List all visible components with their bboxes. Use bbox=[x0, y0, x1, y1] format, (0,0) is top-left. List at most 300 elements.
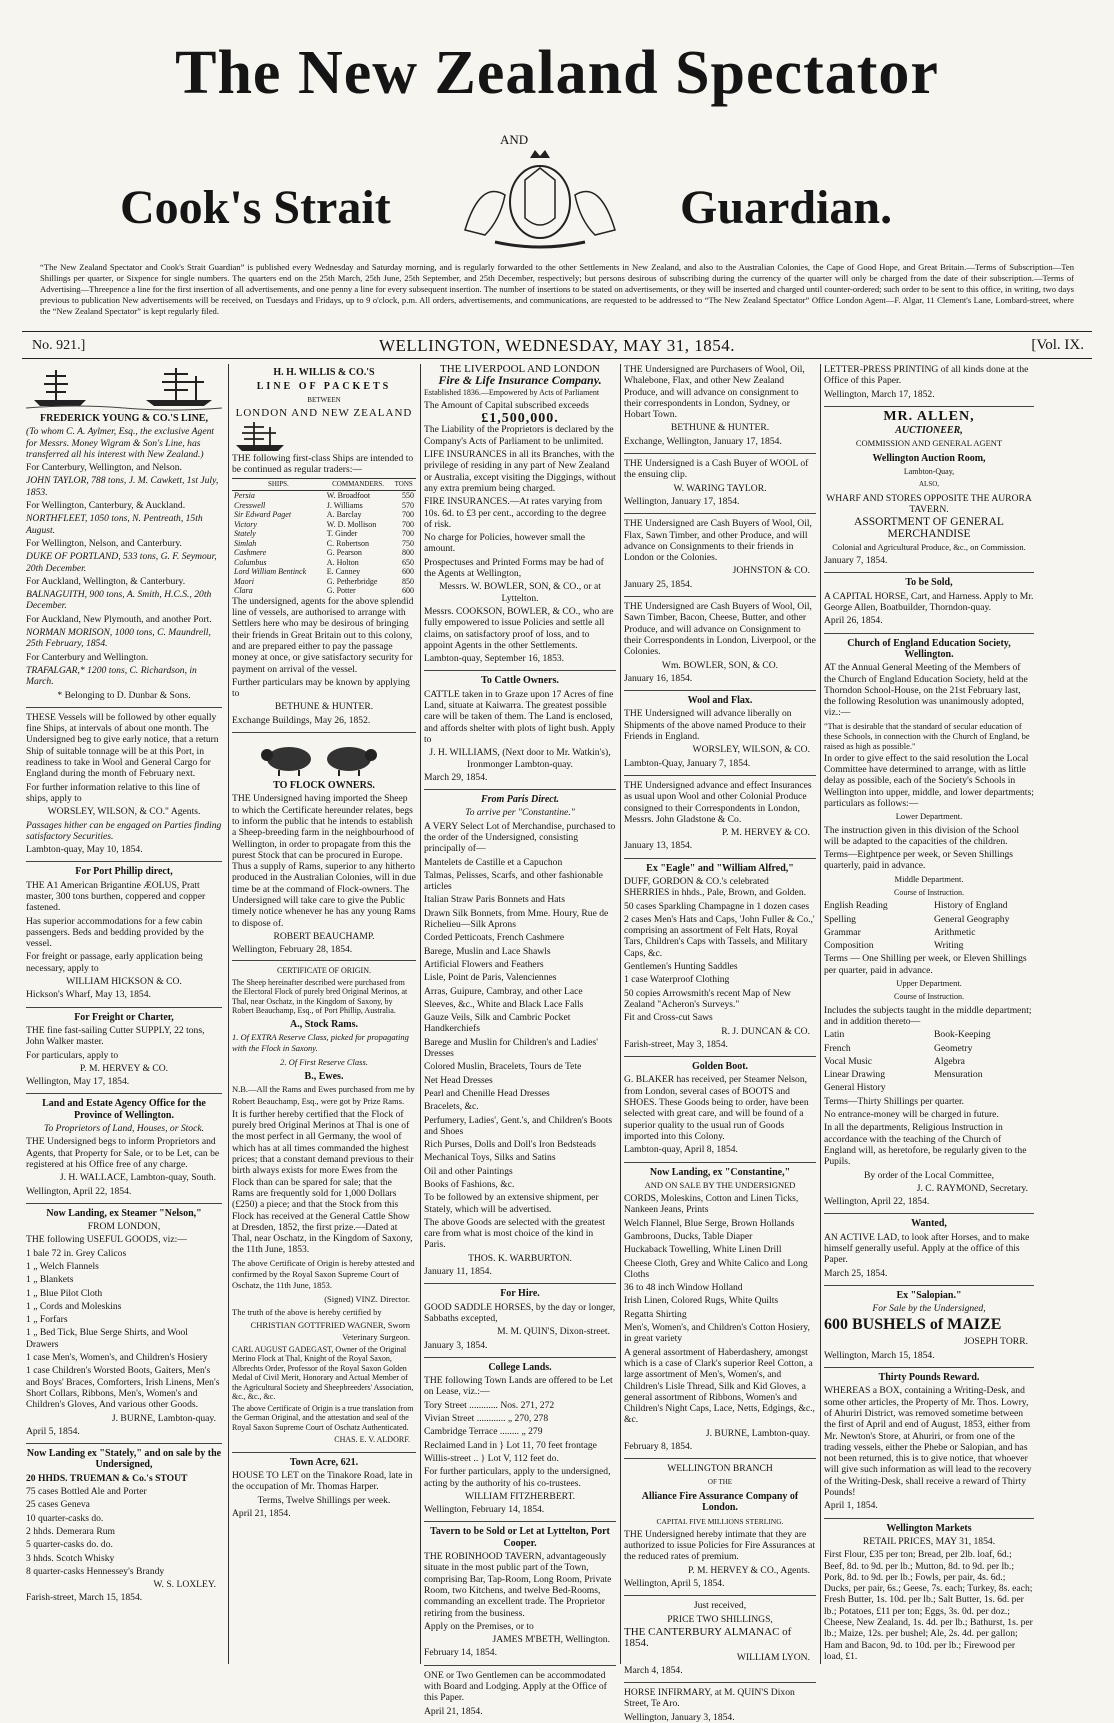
ad-subheading: AUCTIONEER, bbox=[895, 425, 963, 437]
divider bbox=[824, 1213, 1034, 1214]
list-item: 1 bale 72 in. Grey Calicos bbox=[26, 1247, 127, 1259]
ad-bethune-wool bbox=[624, 364, 816, 447]
divider bbox=[232, 960, 416, 961]
ad-text: A general assortment of Haberdashery, amongst which is a case of Clark's superior Reel Cotton, a large assortment of Men's, Women's, and Children's Lisle Thread, Silk and Kid Gloves, a general assortment of Ribbons, Women's and Children's Night Caps, Lace, Netts, Edgings, &c., &c. bbox=[624, 1346, 815, 1426]
divider bbox=[624, 1595, 816, 1596]
list-item: Corded Petticoats, French Cashmere bbox=[424, 932, 565, 944]
ad-text: THE following Town Lands are offered to be Let on Lease, viz.:— bbox=[424, 1375, 613, 1398]
tons: 850 bbox=[402, 576, 414, 586]
divider bbox=[22, 358, 1092, 359]
ad-heading: Now Landing, ex Steamer "Nelson," bbox=[46, 1207, 202, 1219]
ad-text: HORSE INFIRMARY, at M. QUIN'S Dixon Street, Te Aro. bbox=[624, 1687, 795, 1710]
list-item: Barege, Muslin and Lace Shawls bbox=[424, 945, 551, 957]
ad-mr-allen bbox=[824, 408, 1034, 567]
ad-subtitle: (To whom C. A. Aylmer, Esq., the exclusive Agent for Messrs. Money Wigram & Son's Line, has transferred all his interest with New Zealand.) bbox=[26, 426, 215, 460]
ad-title: MR. ALLEN, bbox=[883, 408, 975, 424]
list-item: Pearl and Chenille Head Dresses bbox=[424, 1087, 550, 1099]
masthead bbox=[0, 0, 1114, 260]
commander: G. Potter bbox=[326, 586, 356, 596]
list-item: Barege and Muslin for Children's and Ladies' Dresses bbox=[424, 1036, 598, 1060]
ad-heading: Wanted, bbox=[911, 1218, 947, 1230]
ad-text: HOUSE TO LET on the Tinakore Road, late in the occupation of Mr. Thomas Harper. bbox=[232, 1469, 413, 1493]
list-item: Tory Street ............ Nos. 271, 272 bbox=[424, 1399, 555, 1411]
ad-freight bbox=[26, 1012, 222, 1088]
ad-text: ALSO, bbox=[918, 480, 940, 489]
ad-text: Apply on the Premises, or to bbox=[424, 1620, 534, 1632]
ad-signature: R. J. DUNCAN & CO. bbox=[721, 1025, 810, 1037]
tons: 570 bbox=[402, 500, 414, 510]
divider bbox=[424, 1665, 616, 1666]
divider bbox=[232, 1452, 416, 1453]
ad-heading: For Port Phillip direct, bbox=[75, 866, 173, 878]
divider bbox=[232, 732, 416, 733]
ad-text: THE Undersigned are Cash Buyers of Wool, Oil, Flax, Sawn Timber, and other Produce, and will advance on Consignments to their friends in London or the Colonies. bbox=[624, 518, 812, 564]
paris-items-list bbox=[424, 857, 616, 1191]
voyage-line: NORTHFLEET, 1050 tons, N. Pentreath, 15th August. bbox=[26, 513, 203, 536]
ad-text: For particulars, apply to bbox=[26, 1049, 119, 1061]
ad-title: Alliance Fire Assurance Company of London. bbox=[641, 1490, 799, 1514]
ad-date: January 25, 1854. bbox=[624, 578, 693, 590]
list-item: 2 cases Men's Hats and Caps, 'John Fuller & Co.,' comprising an assortment of Felt Hats, Royal Tars, Children's Caps with Tassels, and Military Caps, &c. bbox=[624, 913, 815, 959]
ad-heading: Golden Boot. bbox=[691, 1061, 749, 1073]
ad-text: THE Undersigned hereby intimate that they are authorized to issue Policies for Fire Assurances at the reduced rates of premium. bbox=[624, 1528, 816, 1563]
list-item: 1 case Men's, Women's, and Children's Hosiery bbox=[26, 1352, 208, 1364]
ad-date: March 4, 1854. bbox=[624, 1664, 683, 1676]
ad-signature: Wm. BOWLER, SON, & CO. bbox=[661, 659, 779, 671]
ad-heading: WELLINGTON BRANCH bbox=[667, 1463, 773, 1475]
ship-name: Stately bbox=[234, 529, 256, 539]
list-item: Talmas, Pelisses, Scarfs, and other fashionable articles bbox=[424, 869, 603, 893]
ship-name: Columbus bbox=[234, 557, 267, 567]
ad-text: Terms — One Shilling per week, or Eleven Shillings per quarter, paid in advance. bbox=[824, 953, 1027, 976]
ad-date: January 16, 1854. bbox=[624, 672, 693, 684]
voyage-line: JOHN TAYLOR, 788 tons, J. M. Cawkett, 1st July, 1853. bbox=[26, 475, 219, 498]
divider bbox=[624, 1162, 816, 1163]
ad-heading: Ex "Salopian." bbox=[896, 1289, 962, 1301]
ad-text: The above Certificate of Origin is a true translation from the German Original, and the attestation and seal of the Royal Saxon Supreme Court of Oschatz Authenticated. bbox=[232, 1403, 414, 1432]
ad-subheading: FROM LONDON, bbox=[87, 1221, 161, 1233]
divider bbox=[624, 858, 816, 859]
ad-text: Prospectuses and Printed Forms may be had of the Agents at Wellington, bbox=[424, 556, 604, 580]
ad-reward bbox=[824, 1372, 1034, 1512]
ad-text: LIFE INSURANCES in all its Branches, with the privilege of residing in any part of New Zealand or Australia, except visiting the Diggings, without any extra premium being charged. bbox=[424, 449, 616, 494]
ad-text: In order to give effect to the said resolution the Local Committee have determined to arrange, with as little delay as possible, each of the Society's Schools in Wellington into upper, middle, and lower departments; particulars as follows:— bbox=[824, 752, 1034, 809]
sailing-ship-icon bbox=[26, 364, 222, 410]
ad-subheading: AND ON SALE BY THE UNDERSIGNED bbox=[644, 1179, 796, 1190]
tons: 700 bbox=[402, 519, 414, 529]
ad-johnston-wool bbox=[624, 518, 816, 590]
list-item: Italian Straw Paris Bonnets and Hats bbox=[424, 894, 565, 906]
voyage-line: For Wellington, Canterbury, & Auckland. bbox=[26, 500, 186, 512]
ad-date: Wellington, April 22, 1854. bbox=[824, 1196, 930, 1208]
ad-date: Wellington, January 17, 1854. bbox=[624, 495, 740, 507]
list-item: Vivian Street ............ „ 270, 278 bbox=[424, 1413, 549, 1425]
ad-between: BETWEEN bbox=[307, 395, 341, 404]
divider bbox=[26, 1443, 222, 1444]
guardian-title: Guardian. bbox=[680, 181, 893, 234]
list-item: 36 to 48 inch Window Holland bbox=[624, 1282, 743, 1294]
ad-text: THE Undersigned begs to inform Proprietors and Agents, that Property for Sale, or to be Let, can be registered at his Office free of any charge. bbox=[26, 1136, 220, 1170]
divider bbox=[26, 1007, 222, 1008]
subject-column bbox=[934, 1029, 1034, 1095]
table-row bbox=[232, 548, 416, 558]
subject: Composition bbox=[824, 940, 874, 952]
list-item: Welch Flannel, Blue Serge, Brown Hollands bbox=[624, 1217, 795, 1229]
sailing-ship-icon bbox=[232, 419, 292, 453]
ad-text: Terms—Eightpence per week, or Seven Shillings quarterly, paid in advance. bbox=[824, 849, 1014, 872]
ship-name: Sir Edward Paget bbox=[234, 510, 292, 520]
ad-heading: College Lands. bbox=[488, 1361, 552, 1373]
ad-text: THE following USEFUL GOODS, viz:— bbox=[26, 1234, 187, 1246]
table-header: SHIPS. bbox=[232, 478, 325, 491]
ad-text: A CAPITAL HORSE, Cart, and Harness. Apply to Mr. George Allen, Boatbuilder, Thorndon-quay. bbox=[824, 590, 1034, 614]
ad-subheading: For Sale by the Undersigned, bbox=[872, 1303, 986, 1315]
divider bbox=[624, 690, 816, 691]
ad-date: March 29, 1854. bbox=[424, 771, 488, 783]
ad-text: Wellington Auction Room, bbox=[872, 452, 986, 464]
ad-text: A VERY Select Lot of Merchandise, purchased to the order of the Undersigned, consisting principally of— bbox=[424, 820, 616, 855]
title-and: AND bbox=[500, 132, 529, 147]
ad-date: January 3, 1854. bbox=[424, 1339, 488, 1351]
divider bbox=[824, 1367, 1034, 1368]
ad-wool-flax bbox=[624, 695, 816, 769]
ships-table-body bbox=[232, 491, 416, 596]
ad-subheading: B., Ewes. bbox=[304, 1070, 344, 1082]
list-item: Artificial Flowers and Feathers bbox=[424, 958, 544, 970]
ad-heading: THE LIVERPOOL AND LONDON bbox=[440, 363, 600, 375]
ad-text: Lambton-Quay, bbox=[903, 467, 955, 477]
table-row bbox=[232, 577, 416, 587]
divider bbox=[22, 331, 1092, 332]
ad-text: First Flour, £35 per ton; Bread, per 2lb. loaf, 6d.; Beef, 8d. to 9d. per lb.; Mutton, 8d. to 9d. per lb.; Pork, 8d. to 9d. per lb.; Fowls, per pair, 4s. 6d.; Ducks, per pair, 6s.; Geese, 7s. each; Turkey, 8s. each; Fresh Butter, 1s. 10d. per lb.; Salt Butter, 1s. 6d. per lb.; Potatoes, £11 per ton; Eggs, 3s. 0d. per doz.; Cheese, New Zealand, 1s. 4d. per lb.; Bathurst, 1s. per lb.; Maize, 12s. per bushel; Ale, 2s. 4d. per gallon; Ham and Bacon, 9d. to 10d. per lb.; Firewood per load, £1. bbox=[824, 1549, 1033, 1662]
ad-date: Wellington, March 17, 1852. bbox=[824, 388, 935, 400]
ad-signature: THOS. K. WARBURTON. bbox=[468, 1252, 572, 1264]
ad-subheading: OF THE bbox=[707, 1477, 733, 1486]
ship-name: Simlah bbox=[234, 538, 257, 548]
ad-stately-stout bbox=[26, 1448, 222, 1604]
ad-text: THESE Vessels will be followed by other equally fine Ships, at intervals of about one month. The Undersigned beg to give early notice, that a return Ship of suitable tonnage will be at this Port, in readiness to take in Wool and General Cargo for England during the month of February next. bbox=[26, 711, 219, 780]
ad-signature: W. S. LOXLEY. bbox=[153, 1579, 216, 1591]
ad-signature: P. M. HERVEY & CO. bbox=[79, 1062, 169, 1074]
voyage-line: NORMAN MORISON, 1000 tons, C. Maundrell, 25th February, 1854. bbox=[26, 627, 211, 650]
column-4 bbox=[624, 364, 816, 1723]
ship-name: Persia bbox=[234, 491, 255, 501]
voyage-line: For Canterbury and Wellington. bbox=[26, 651, 149, 663]
ad-subheading: To Proprietors of Land, Houses, or Stock. bbox=[44, 1123, 204, 1135]
ad-title: 600 BUSHELS of MAIZE bbox=[824, 1316, 1002, 1334]
ad-subheading: Fire & Life Insurance Company. bbox=[438, 373, 602, 388]
ad-note: Passages hither can be engaged on Parties finding satisfactory Securities. bbox=[26, 819, 222, 842]
ad-signature: M. M. QUIN'S, Dixon-street. bbox=[497, 1326, 610, 1338]
ad-date: Exchange Buildings, May 26, 1852. bbox=[232, 714, 371, 726]
ad-subheading: To arrive per "Constantine." bbox=[465, 807, 575, 819]
ad-heading: Thirty Pounds Reward. bbox=[878, 1372, 980, 1384]
list-item: 50 cases Sparkling Champagne in 1 dozen cases bbox=[624, 900, 810, 912]
ad-date: Lambton-Quay, January 7, 1854. bbox=[624, 757, 751, 769]
ad-signature: BETHUNE & HUNTER. bbox=[670, 422, 770, 434]
divider bbox=[424, 670, 616, 671]
subject: Arithmetic bbox=[934, 926, 976, 938]
ad-text: THE Undersigned are Purchasers of Wool, Oil, Whalebone, Flax, and other New Zealand Produce, and will advance on consignment to their correspondents in London, Sydney, or Hobart Town. bbox=[624, 364, 805, 421]
ad-text: The instruction given in this division of the School will be adapted to the capacities of the children. bbox=[824, 824, 1020, 847]
ad-cattle-owners bbox=[424, 675, 616, 783]
subject: General History bbox=[824, 1082, 886, 1094]
ad-church-education bbox=[824, 638, 1034, 1208]
table-row bbox=[232, 586, 416, 596]
ad-text: In all the departments, Religious Instruction in accordance with the teaching of the Church of England will, as heretofore, be regularly given to the Pupils. bbox=[824, 1122, 1027, 1168]
ad-date: Lambton-quay, May 10, 1854. bbox=[26, 844, 143, 856]
subject: English Reading bbox=[824, 900, 888, 912]
ad-hervey-advance bbox=[624, 780, 816, 852]
ad-signature: J. H. WILLIAMS, (Next door to Mr. Watkin's), Ironmonger Lambton-quay. bbox=[429, 747, 611, 770]
ad-date: April 21, 1854. bbox=[232, 1507, 291, 1519]
ad-vessels bbox=[26, 712, 222, 856]
ad-signature: JAMES M'BETH, Wellington. bbox=[492, 1634, 610, 1646]
ad-tavern bbox=[424, 1526, 616, 1658]
tons: 700 bbox=[402, 529, 414, 539]
divider bbox=[424, 789, 616, 790]
ad-quote: "That is desirable that the standard of secular education of these Schools, in connection with the Church of England, be raised as high as possible." bbox=[824, 720, 1030, 751]
commander: W. D. Mollison bbox=[326, 519, 377, 529]
ad-signature: W. WARING TAYLOR. bbox=[673, 482, 767, 494]
ad-signature: JOHNSTON & CO. bbox=[732, 565, 810, 577]
list-item: 1 „ Bed Tick, Blue Serge Shirts, and Wool Drawers bbox=[26, 1327, 188, 1350]
list-item: Irish Linen, Colored Rugs, White Quilts bbox=[624, 1295, 779, 1307]
list-item: Huckaback Towelling, White Linen Drill bbox=[624, 1244, 782, 1256]
ad-signature: P. M. HERVEY & CO., Agents. bbox=[687, 1564, 810, 1576]
subject: Grammar bbox=[824, 926, 861, 938]
ad-text: THE ROBINHOOD TAVERN, advantageously situate in the most public part of the Town, comprising Bar, Tap-Room, Long Room, Private Room, two Kitchens, and twelve Bed-Rooms, commanding an excellent trade. The Proprietor retiring from the business. bbox=[424, 1551, 612, 1619]
newspaper-title: The New Zealand Spectator bbox=[175, 39, 939, 107]
ad-subheading: LINE OF PACKETS bbox=[256, 381, 392, 393]
ad-title: THE CANTERBURY ALMANAC of 1854. bbox=[624, 1625, 792, 1650]
column-divider bbox=[228, 364, 229, 1664]
list-item: 25 cases Geneva bbox=[26, 1499, 90, 1511]
subject: Latin bbox=[824, 1029, 845, 1041]
ad-heading: Tavern to be Sold or Let at Lyttelton, Port Cooper. bbox=[430, 1526, 610, 1549]
ad-text: For further particulars, apply to the undersigned, acting by the authority of his co-trustees. bbox=[424, 1466, 611, 1489]
subject: French bbox=[824, 1042, 851, 1054]
list-item: 1 case Children's Worsted Boots, Gaiters, Men's and Boys' Braces, Comforters, Irish Linens, Men's Short Collars, Ribbons, Men's, Women's and Children's Gloves, And various other Goods. bbox=[26, 1365, 220, 1411]
ad-text: DUFF, GORDON & CO.'s celebrated SHERRIES in hhds., Pale, Brown, and Golden. bbox=[624, 875, 807, 899]
list-item: 1 „ Blankets bbox=[26, 1274, 74, 1286]
ad-golden-boot bbox=[624, 1061, 816, 1155]
tons: 800 bbox=[402, 548, 414, 558]
list-item: CORDS, Moleskins, Cotton and Linen Ticks, Nankeen Jeans, Prints bbox=[624, 1193, 799, 1216]
list-item: Bracelets, &c. bbox=[424, 1101, 479, 1113]
ad-date: Wellington, April 5, 1854. bbox=[624, 1578, 725, 1590]
ship-name: Maori bbox=[234, 576, 254, 586]
subject: Spelling bbox=[824, 913, 856, 925]
subject: Mensuration bbox=[934, 1069, 983, 1081]
list-item: Rich Purses, Dolls and Doll's Iron Bedsteads bbox=[424, 1139, 597, 1151]
ad-heading: TO FLOCK OWNERS. bbox=[273, 780, 375, 792]
subject: Vocal Music bbox=[824, 1055, 873, 1067]
ad-text: AT the Annual General Meeting of the Members of the Church of England Education Society, held at the Thorndon School-House, on the 21st February last, the following Resolution was unanimously adopted, viz.:— bbox=[824, 662, 1028, 719]
ad-date: April 5, 1854. bbox=[26, 1425, 80, 1437]
list-item: 1 „ Forfars bbox=[26, 1314, 68, 1326]
subject: Linear Drawing bbox=[824, 1069, 886, 1081]
ad-flock-owners bbox=[232, 780, 416, 1446]
ad-date: Exchange, Wellington, January 17, 1854. bbox=[624, 435, 782, 447]
list-item: Sleeves, &c., White and Black Lace Falls bbox=[424, 998, 584, 1010]
list-item: Perfumery, Ladies', Gent.'s, and Children's Boots and Shoes bbox=[424, 1114, 613, 1137]
divider bbox=[26, 861, 222, 862]
divider bbox=[824, 572, 1034, 573]
ad-heading: To be Sold, bbox=[905, 577, 953, 589]
list-item: Mechanical Toys, Silks and Satins bbox=[424, 1152, 556, 1164]
ad-wanted bbox=[824, 1218, 1034, 1278]
ad-taylor-wool bbox=[624, 458, 816, 507]
divider bbox=[624, 513, 816, 514]
ad-text: THE A1 American Brigantine ÆOLUS, Pratt master, 300 tons burthen, coppered and copper fastened. bbox=[26, 879, 206, 914]
divider bbox=[424, 1521, 616, 1522]
ad-text: CATTLE taken in to Graze upon 17 Acres of fine Land, situate at Kaiwarra. The greatest possible care will be taken of them. The Land is enclosed, and affords shelter with plots of light bush. Apply to bbox=[424, 688, 615, 745]
ad-text: 2. Of First Reserve Class. bbox=[280, 1056, 368, 1067]
list-item: 1 case Waterproof Clothing bbox=[624, 974, 730, 986]
ad-subheading: CAPITAL FIVE MILLIONS STERLING. bbox=[656, 1516, 784, 1526]
ad-land-agency bbox=[26, 1098, 222, 1196]
tons: 700 bbox=[402, 510, 414, 520]
commander: W. Broadfoot bbox=[326, 491, 371, 501]
list-item: 1 „ Blue Pilot Cloth bbox=[26, 1287, 103, 1299]
divider bbox=[624, 453, 816, 454]
ad-signature: WILLIAM LYON. bbox=[736, 1651, 810, 1663]
ad-text: For further information relative to this line of ships, apply to bbox=[26, 781, 200, 804]
list-item: Books of Fashions, &c. bbox=[424, 1179, 515, 1190]
tons: 600 bbox=[402, 586, 414, 596]
ad-heading: Wool and Flax. bbox=[687, 695, 753, 707]
ad-date: January 11, 1854. bbox=[424, 1266, 492, 1278]
divider bbox=[824, 1518, 1034, 1519]
ad-markets bbox=[824, 1523, 1034, 1663]
ad-date: Lambton-quay, April 8, 1854. bbox=[624, 1144, 738, 1156]
ad-text: LETTER-PRESS PRINTING of all kinds done at the Office of this Paper. bbox=[824, 364, 1029, 387]
list-item: Fit and Cross-cut Saws bbox=[624, 1012, 713, 1024]
ad-text: To be followed by an extensive shipment, per Stately, which will be advertised. bbox=[424, 1192, 599, 1215]
ad-willis-packets bbox=[232, 367, 416, 726]
list-item: 8 quarter-casks Hennessey's Brandy bbox=[26, 1565, 165, 1577]
list-item: 50 copies Arrowsmith's recent Map of New Zealand "Acheron's Surveys." bbox=[624, 987, 791, 1010]
list-item: 2 hhds. Demerara Rum bbox=[26, 1525, 115, 1537]
table-row bbox=[232, 539, 416, 549]
subject: Geometry bbox=[934, 1042, 973, 1054]
ad-heading: Land and Estate Agency Office for the Province of Wellington. bbox=[42, 1098, 206, 1121]
ad-signature: J. H. WALLACE, Lambton-quay, South. bbox=[59, 1172, 216, 1184]
commander: J. Williams bbox=[326, 500, 363, 510]
ad-signature: BETHUNE & HUNTER. bbox=[274, 701, 374, 713]
ad-text: AN ACTIVE LAD, to look after Horses, and to make himself generally useful. Apply at the office of this Paper. bbox=[824, 1231, 1030, 1266]
list-item: Net Head Dresses bbox=[424, 1074, 493, 1086]
list-item: 75 cases Bottled Ale and Porter bbox=[26, 1486, 147, 1498]
ad-text: Includes the subjects taught in the middle department; and in addition thereto— bbox=[824, 1004, 1032, 1027]
ad-text: Colonial and Agricultural Produce, &c., on Commission. bbox=[832, 541, 1026, 552]
commander: G. Pearson bbox=[326, 548, 362, 558]
ad-liverpool-insurance bbox=[424, 364, 616, 664]
ad-text: THE Undersigned having imported the Sheep to which the Certificate hereunder relates, begs to inform the public that he intends to establish a Sheep-breeding farm in the neighbourhood of Wellington, in order to propagate from this the purest Stock that can be procured in Europe. Thus a supply of Rams, superior to any hitherto produced in the Australian Colonies, will in due time be at the command of Flock-owners. The Undersigned will take care to give the Public timely notice whenever he has any young Rams to dispose of. bbox=[232, 793, 416, 929]
list-item: Cheese Cloth, Grey and White Calico and Long Cloths bbox=[624, 1257, 808, 1280]
ad-text: The Liability of the Proprietors is declared by the Company's Acts of Parliament to be unlimited. bbox=[424, 424, 614, 447]
ad-date: January 13, 1854. bbox=[624, 840, 693, 852]
voyage-line: DUKE OF PORTLAND, 533 tons, G. F. Seymour, 20th December. bbox=[26, 551, 217, 574]
ad-date: April 26, 1854. bbox=[824, 615, 883, 627]
list-item: Men's, Women's, and Children's Cotton Hosiery, in great variety bbox=[624, 1322, 810, 1345]
ad-alliance-fire bbox=[624, 1463, 816, 1589]
table-row bbox=[232, 510, 416, 520]
ad-college-lands bbox=[424, 1362, 616, 1516]
ad-signature: JOSEPH TORR. bbox=[963, 1336, 1028, 1348]
ad-date: March 25, 1854. bbox=[824, 1267, 888, 1279]
list-item: Gauze Veils, Silk and Cambric Pocket Handkerchiefs bbox=[424, 1012, 571, 1035]
commander: A. Barclay bbox=[326, 510, 362, 520]
ad-almanac bbox=[624, 1600, 816, 1676]
ad-constantine-goods bbox=[624, 1167, 816, 1453]
ad-for-hire bbox=[424, 1288, 616, 1350]
ad-text: GOOD SADDLE HORSES, by the day or longer, Sabbaths excepted, bbox=[424, 1301, 616, 1324]
ad-heading: H. H. WILLIS & CO.'S bbox=[273, 367, 375, 378]
ad-text: The above Goods are selected with the greatest care from what is most choice of the kind in Paris. bbox=[424, 1216, 605, 1251]
issue-number: No. 921.] bbox=[32, 338, 86, 353]
tons: 600 bbox=[402, 567, 414, 577]
ad-subheading: Lower Department. bbox=[895, 811, 963, 822]
ad-text: Terms—Thirty Shillings per quarter. bbox=[824, 1095, 965, 1107]
ad-date: Wellington, February 14, 1854. bbox=[424, 1504, 545, 1516]
subject: Book-Keeping bbox=[934, 1029, 991, 1041]
ship-name: Clara bbox=[234, 586, 253, 596]
list-item: Regatta Shirting bbox=[624, 1308, 687, 1320]
commander: T. Ginder bbox=[326, 529, 358, 539]
ad-date: February 14, 1854. bbox=[424, 1647, 498, 1659]
subject-column bbox=[824, 1029, 886, 1095]
ad-heading: Church of England Education Society, Wellington. bbox=[847, 637, 1011, 660]
ad-date: Farish-street, March 15, 1854. bbox=[26, 1592, 143, 1604]
ad-signature: CHRISTIAN GOTTFRIED WAGNER, Sworn Veterinary Surgeon. bbox=[250, 1320, 410, 1342]
ad-subheading: A., Stock Rams. bbox=[289, 1018, 359, 1030]
ad-signature: WILLIAM HICKSON & CO. bbox=[66, 976, 182, 988]
divider bbox=[26, 1093, 222, 1094]
column-3 bbox=[424, 363, 616, 1717]
ad-date: Lambton-quay, September 16, 1853. bbox=[424, 653, 565, 665]
ad-text: No entrance-money will be charged in future. bbox=[824, 1109, 999, 1121]
ad-signature: Messrs. W. BOWLER, SON, & CO., or at Lyttelton. bbox=[439, 581, 601, 604]
column-divider bbox=[620, 364, 621, 1664]
upper-subjects bbox=[824, 1029, 1034, 1095]
ad-date: April 21, 1854. bbox=[424, 1705, 483, 1717]
divider bbox=[26, 707, 222, 708]
sheep-flock-icon bbox=[249, 737, 399, 777]
subject: Writing bbox=[934, 940, 964, 952]
table-row bbox=[232, 529, 416, 539]
list-item: Lisle, Point de Paris, Valenciennes bbox=[424, 972, 557, 984]
ad-frederick-young bbox=[26, 413, 222, 701]
table-row bbox=[232, 491, 416, 501]
divider bbox=[424, 1283, 616, 1284]
list-item: Reclaimed Land in } Lot 11, 70 feet frontage bbox=[424, 1439, 597, 1451]
ad-text: The above Certificate of Origin is hereby attested and confirmed by the Royal Saxon Supreme Court of Oschatz, the 11th June, 1853. bbox=[232, 1257, 415, 1291]
column-5 bbox=[824, 364, 1034, 1669]
ad-text: Established 1836.—Empowered by Acts of Parliament bbox=[424, 387, 600, 397]
ad-bowler-wool bbox=[624, 601, 816, 684]
ships-table bbox=[232, 478, 416, 596]
ad-text: Further particulars may be known by applying to bbox=[232, 676, 410, 700]
list-item: Gambroons, Ducks, Table Diaper bbox=[624, 1231, 753, 1242]
ad-heading: Just received, bbox=[693, 1600, 747, 1612]
list-item: 3 hhds. Scotch Whisky bbox=[26, 1552, 115, 1564]
ad-heading: For Hire. bbox=[500, 1288, 540, 1300]
ad-subheading: PRICE TWO SHILLINGS, bbox=[667, 1613, 773, 1625]
ad-signature: WORSLEY, WILSON, & CO." Agents. bbox=[47, 806, 201, 818]
list-item: Cambridge Terrace ........ „ 279 bbox=[424, 1426, 543, 1438]
